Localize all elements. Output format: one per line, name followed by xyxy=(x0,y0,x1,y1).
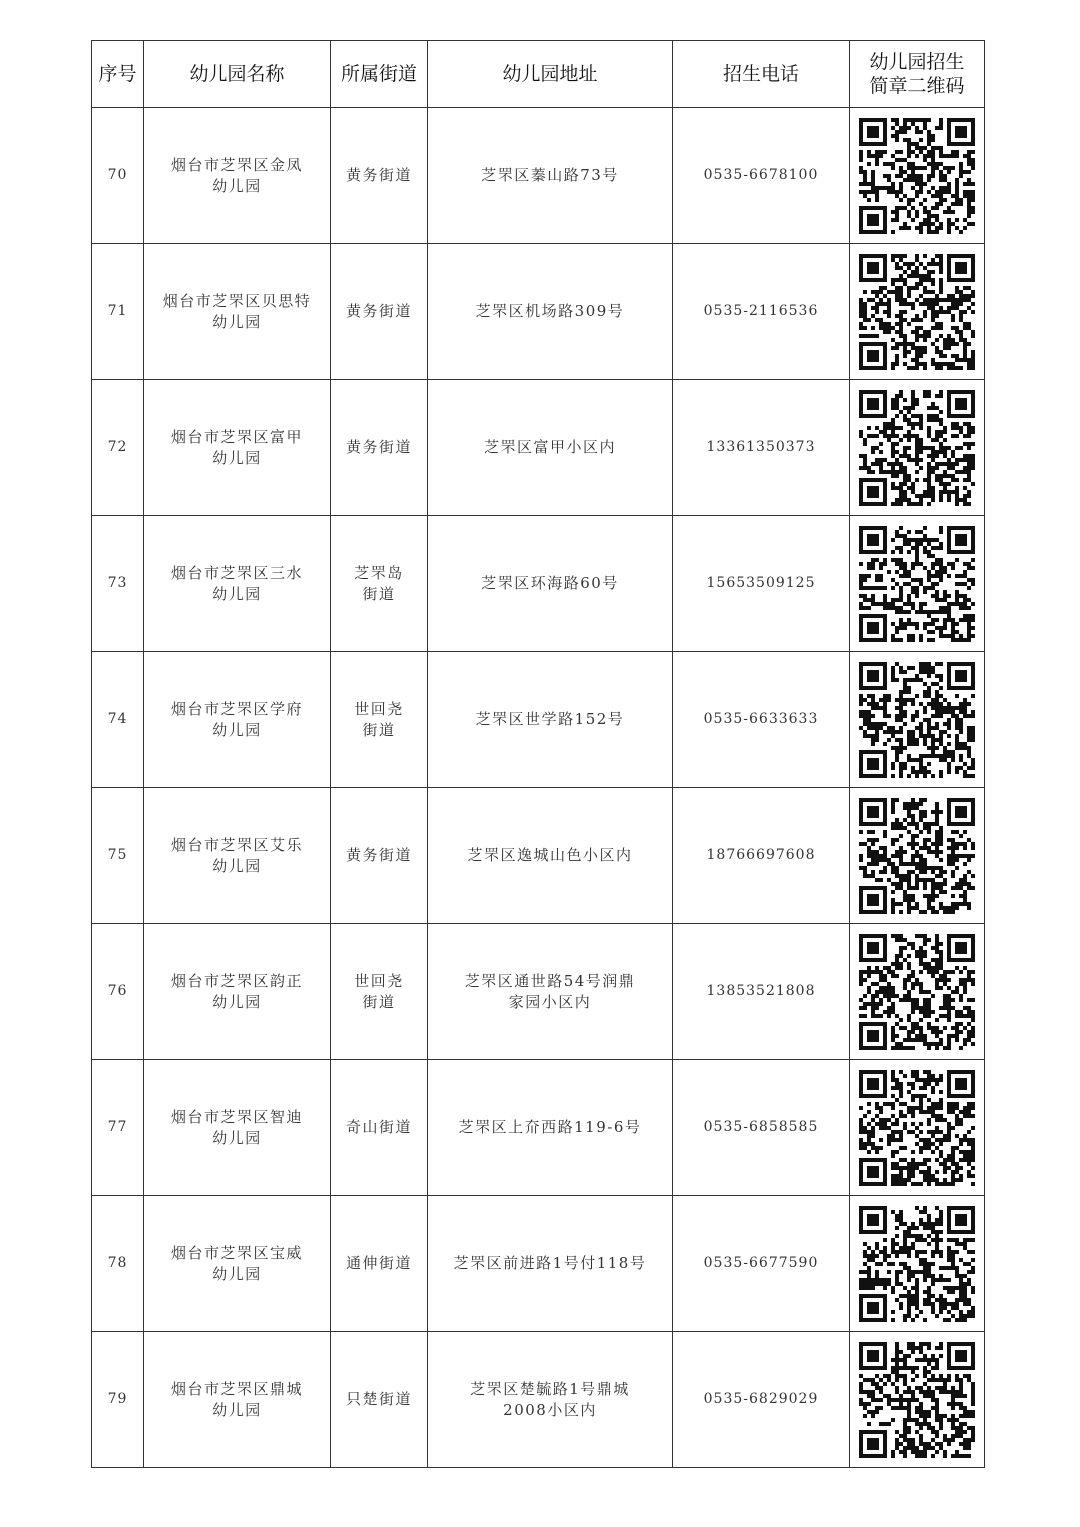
table-header-row xyxy=(92,41,985,108)
cell-qr-code xyxy=(850,108,985,244)
kindergarten-table xyxy=(91,40,985,1468)
header-street: 所属街道 xyxy=(331,41,428,108)
cell-kindergarten-name: 烟台市芝罘区金凤 幼儿园 xyxy=(144,108,331,244)
cell-address: 芝罘区前进路1号付118号 xyxy=(428,1196,673,1332)
cell-serial-number: 75 xyxy=(92,788,144,924)
cell-kindergarten-name: 烟台市芝罘区韵正 幼儿园 xyxy=(144,924,331,1060)
qr-code-icon xyxy=(859,526,975,642)
cell-qr-code xyxy=(850,244,985,380)
cell-serial-number: 74 xyxy=(92,652,144,788)
cell-serial-number: 71 xyxy=(92,244,144,380)
cell-phone: 0535-6633633 xyxy=(673,652,850,788)
cell-address: 芝罘区通世路54号润鼎 家园小区内 xyxy=(428,924,673,1060)
cell-address: 芝罘区楚毓路1号鼎城 2008小区内 xyxy=(428,1332,673,1468)
cell-kindergarten-name: 烟台市芝罘区三水 幼儿园 xyxy=(144,516,331,652)
qr-code-icon xyxy=(859,798,975,914)
table-row xyxy=(92,380,985,516)
cell-street: 黄务街道 xyxy=(331,788,428,924)
cell-address: 芝罘区富甲小区内 xyxy=(428,380,673,516)
cell-phone: 18766697608 xyxy=(673,788,850,924)
qr-code-icon xyxy=(859,1206,975,1322)
cell-address: 芝罘区机场路309号 xyxy=(428,244,673,380)
cell-street: 奇山街道 xyxy=(331,1060,428,1196)
cell-street: 世回尧 街道 xyxy=(331,652,428,788)
cell-street: 黄务街道 xyxy=(331,244,428,380)
cell-phone: 0535-6677590 xyxy=(673,1196,850,1332)
cell-kindergarten-name: 烟台市芝罘区贝思特 幼儿园 xyxy=(144,244,331,380)
header-address: 幼儿园地址 xyxy=(428,41,673,108)
table-row xyxy=(92,516,985,652)
cell-address: 芝罘区上夼西路119-6号 xyxy=(428,1060,673,1196)
qr-code-icon xyxy=(859,1342,975,1458)
cell-qr-code xyxy=(850,652,985,788)
cell-street: 通伸街道 xyxy=(331,1196,428,1332)
cell-phone: 0535-6678100 xyxy=(673,108,850,244)
cell-serial-number: 70 xyxy=(92,108,144,244)
cell-phone: 13853521808 xyxy=(673,924,850,1060)
qr-code-icon xyxy=(859,662,975,778)
table-row xyxy=(92,1060,985,1196)
cell-street: 世回尧 街道 xyxy=(331,924,428,1060)
table-row xyxy=(92,244,985,380)
cell-kindergarten-name: 烟台市芝罘区宝威 幼儿园 xyxy=(144,1196,331,1332)
cell-address: 芝罘区世学路152号 xyxy=(428,652,673,788)
cell-address: 芝罘区蓁山路73号 xyxy=(428,108,673,244)
cell-kindergarten-name: 烟台市芝罘区鼎城 幼儿园 xyxy=(144,1332,331,1468)
table-row xyxy=(92,924,985,1060)
cell-serial-number: 72 xyxy=(92,380,144,516)
cell-address: 芝罘区环海路60号 xyxy=(428,516,673,652)
table-row xyxy=(92,1196,985,1332)
table-row xyxy=(92,788,985,924)
qr-code-icon xyxy=(859,1070,975,1186)
cell-kindergarten-name: 烟台市芝罘区学府 幼儿园 xyxy=(144,652,331,788)
cell-address: 芝罘区逸城山色小区内 xyxy=(428,788,673,924)
cell-serial-number: 77 xyxy=(92,1060,144,1196)
cell-serial-number: 76 xyxy=(92,924,144,1060)
cell-phone: 15653509125 xyxy=(673,516,850,652)
cell-qr-code xyxy=(850,380,985,516)
qr-code-icon xyxy=(859,934,975,1050)
cell-qr-code xyxy=(850,788,985,924)
cell-phone: 0535-2116536 xyxy=(673,244,850,380)
table-row xyxy=(92,1332,985,1468)
header-kindergarten-name: 幼儿园名称 xyxy=(144,41,331,108)
header-qr-code: 幼儿园招生 简章二维码 xyxy=(850,41,985,108)
table-body xyxy=(92,108,985,1468)
cell-street: 黄务街道 xyxy=(331,380,428,516)
cell-qr-code xyxy=(850,1196,985,1332)
table-row xyxy=(92,652,985,788)
cell-qr-code xyxy=(850,1332,985,1468)
cell-serial-number: 78 xyxy=(92,1196,144,1332)
qr-code-icon xyxy=(859,254,975,370)
cell-qr-code xyxy=(850,516,985,652)
qr-code-icon xyxy=(859,118,975,234)
kindergarten-table-sheet xyxy=(91,40,985,1468)
cell-phone: 13361350373 xyxy=(673,380,850,516)
cell-street: 只楚街道 xyxy=(331,1332,428,1468)
cell-kindergarten-name: 烟台市芝罘区智迪 幼儿园 xyxy=(144,1060,331,1196)
cell-serial-number: 79 xyxy=(92,1332,144,1468)
header-phone: 招生电话 xyxy=(673,41,850,108)
header-serial-number: 序号 xyxy=(92,41,144,108)
cell-street: 黄务街道 xyxy=(331,108,428,244)
cell-phone: 0535-6829029 xyxy=(673,1332,850,1468)
qr-code-icon xyxy=(859,390,975,506)
cell-serial-number: 73 xyxy=(92,516,144,652)
cell-street: 芝罘岛 街道 xyxy=(331,516,428,652)
cell-kindergarten-name: 烟台市芝罘区富甲 幼儿园 xyxy=(144,380,331,516)
table-row xyxy=(92,108,985,244)
cell-qr-code xyxy=(850,924,985,1060)
cell-qr-code xyxy=(850,1060,985,1196)
cell-kindergarten-name: 烟台市芝罘区艾乐 幼儿园 xyxy=(144,788,331,924)
cell-phone: 0535-6858585 xyxy=(673,1060,850,1196)
